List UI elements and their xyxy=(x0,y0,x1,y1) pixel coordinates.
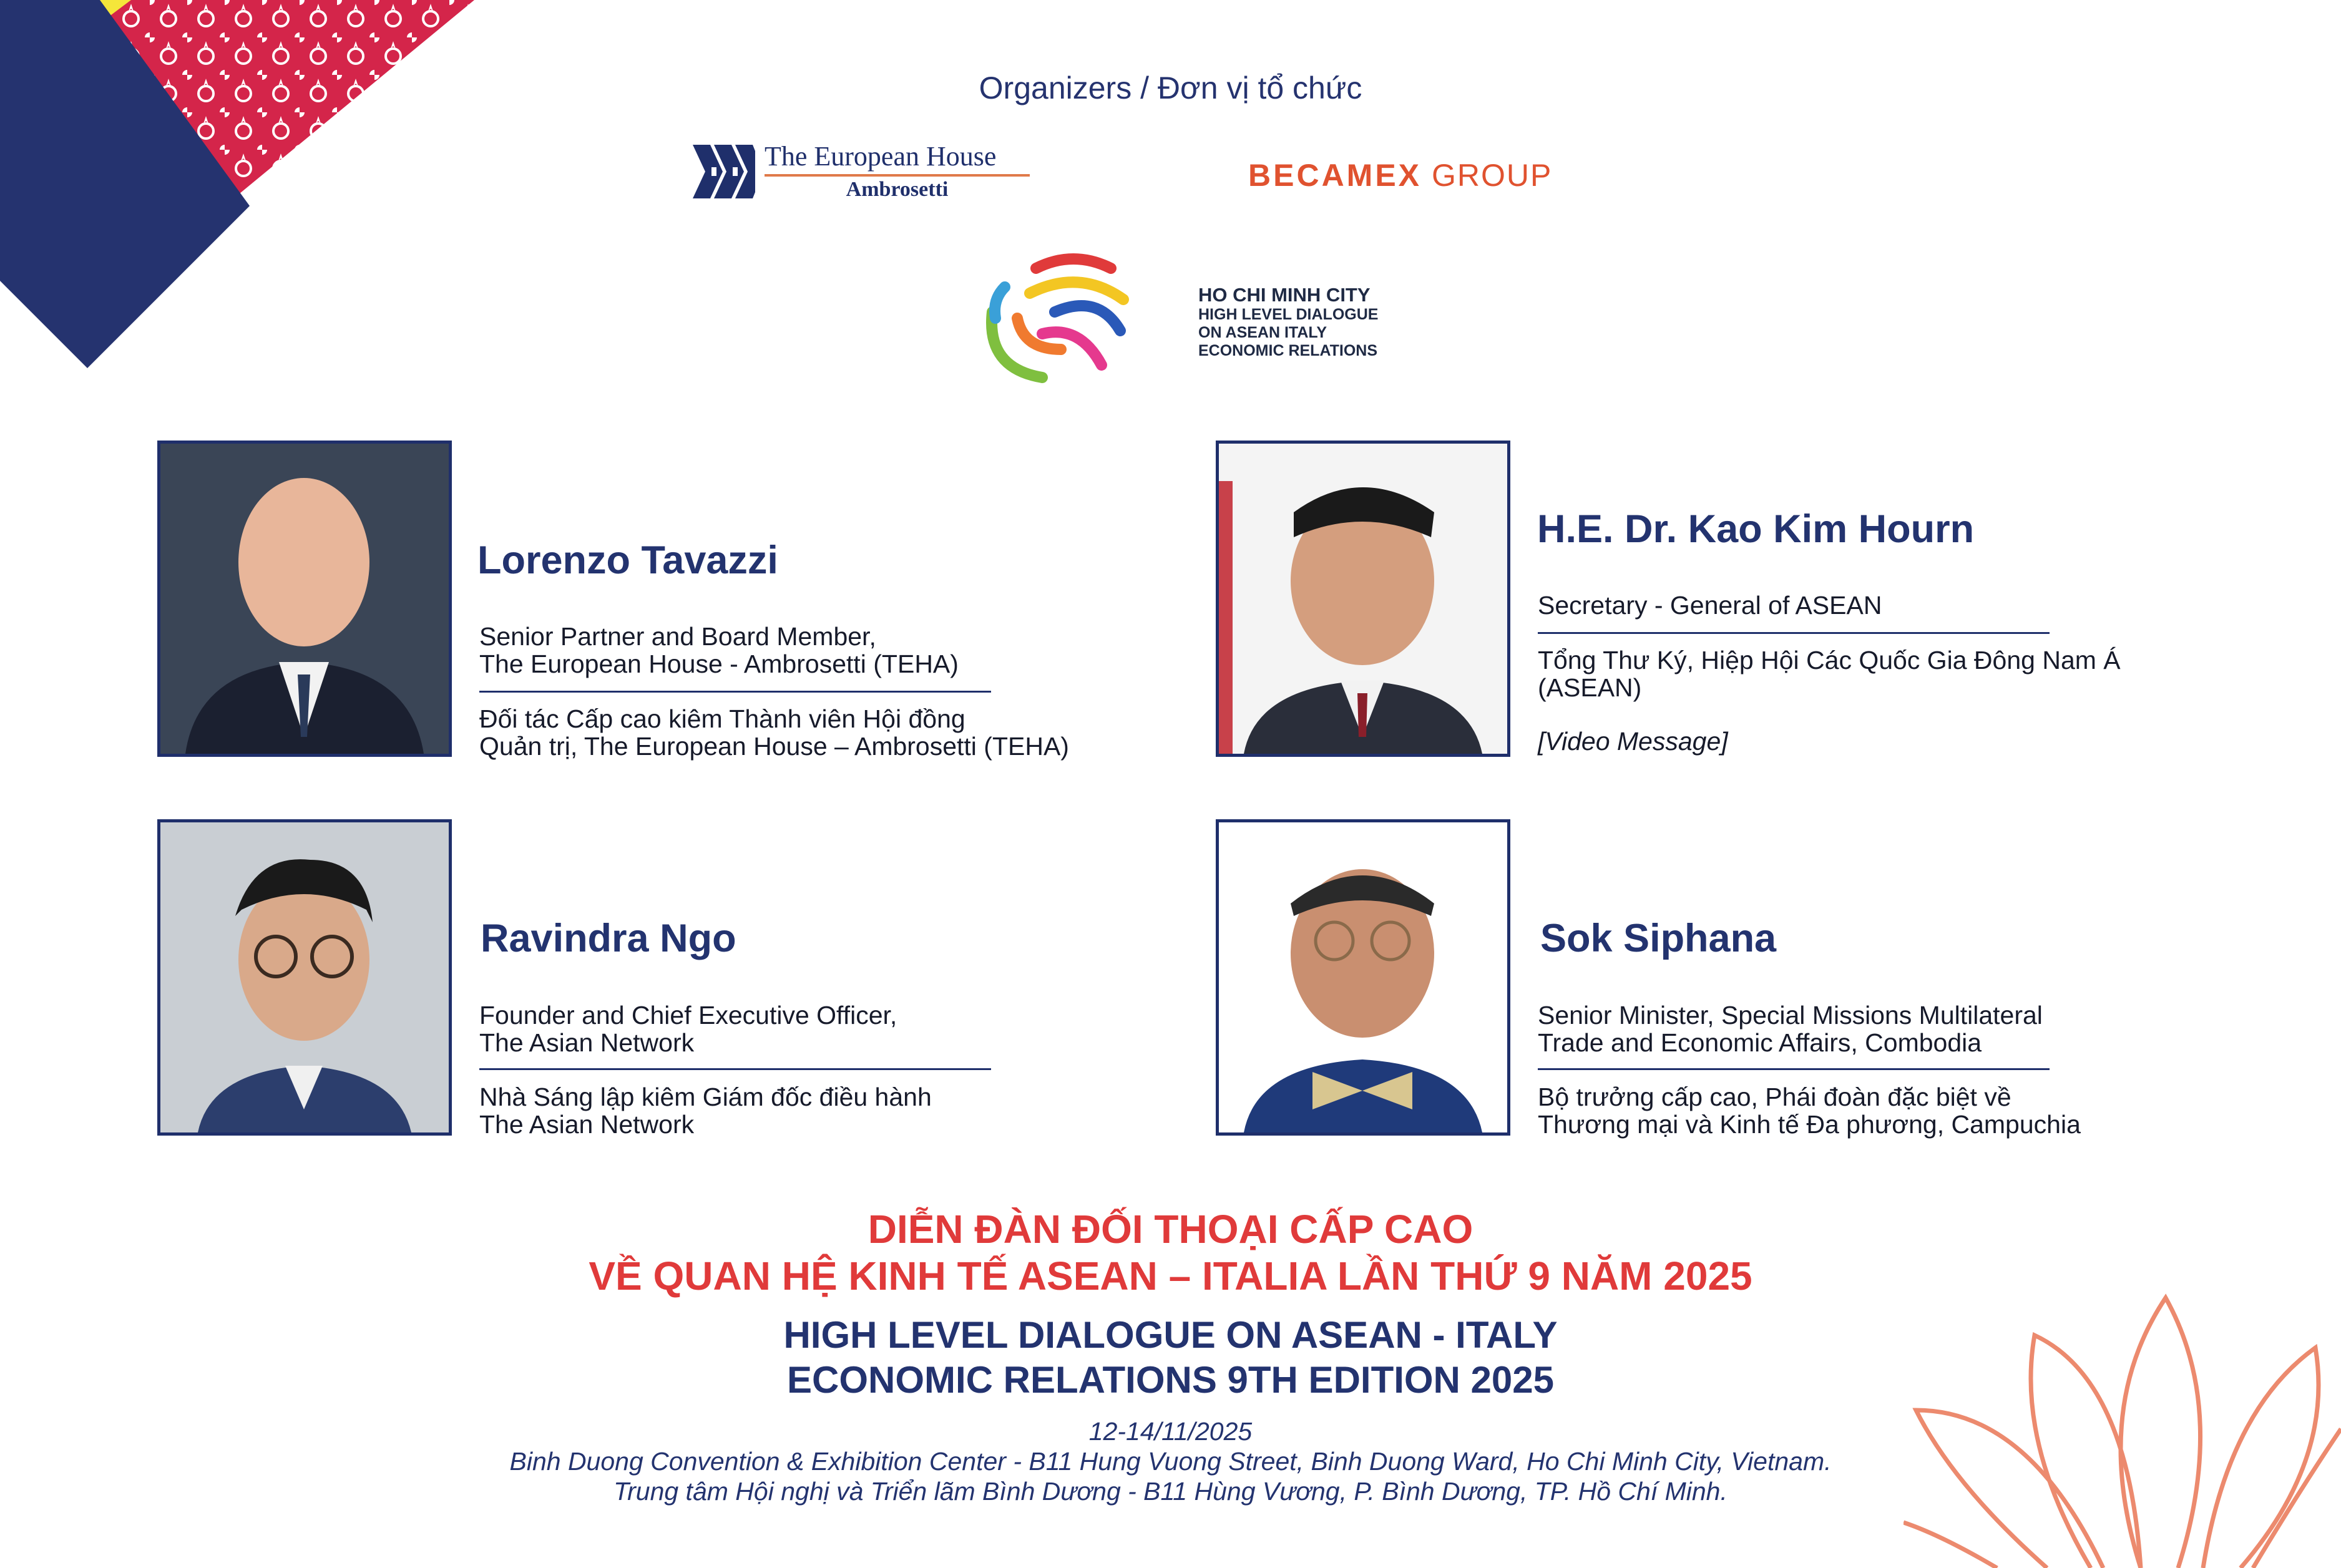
event-title-vn-1: DIỄN ĐÀN ĐỐI THOẠI CẤP CAO xyxy=(867,1207,1474,1252)
event-title-vn-2: VỀ QUAN HỆ KINH TẾ ASEAN – ITALIA LẦN THỨ 9 NĂM 2025 xyxy=(589,1254,1752,1298)
becamex-logo xyxy=(1248,157,1552,193)
portrait-icon xyxy=(160,444,449,754)
role-line: Secretary - General of ASEAN xyxy=(1538,591,1882,620)
event-venue-vn: Trung tâm Hội nghị và Triển lãm Bình Dương - B11 Hùng Vương, P. Bình Dương, TP. Hồ Chí Minh. xyxy=(613,1477,1728,1506)
becamex-word: BECAMEX xyxy=(1248,158,1422,193)
speaker-photo-ngo xyxy=(157,819,452,1136)
role-line: Tổng Thư Ký, Hiệp Hội Các Quốc Gia Đông Nam Á xyxy=(1538,646,2121,674)
role-line: Nhà Sáng lập kiêm Giám đốc điều hành xyxy=(479,1083,932,1111)
speaker-photo-kao xyxy=(1216,441,1510,757)
speaker-role-en xyxy=(479,623,959,678)
hld-title: HO CHI MINH CITY xyxy=(1198,284,1371,306)
role-line: Senior Minister, Special Missions Multilateral xyxy=(1538,1001,2043,1030)
role-line: Trade and Economic Affairs, Combodia xyxy=(1538,1028,1982,1057)
speaker-role-vn xyxy=(1538,1083,2081,1138)
role-line: Quản trị, The European House – Ambrosetti (TEHA) xyxy=(479,732,1069,761)
hld-line: HIGH LEVEL DIALOGUE xyxy=(1198,306,1379,323)
role-line: Founder and Chief Executive Officer, xyxy=(479,1001,897,1030)
speaker-name: Sok Siphana xyxy=(1540,917,1777,960)
event-venue-en: Binh Duong Convention & Exhibition Center - B11 Hung Vuong Street, Binh Duong Ward, Ho Chi Minh City, Vietnam. xyxy=(509,1447,1832,1476)
video-message-note: [Video Message] xyxy=(1538,727,1728,756)
corner-decoration xyxy=(0,0,474,374)
speaker-role-vn xyxy=(479,705,1069,760)
speaker-photo-tavazzi xyxy=(157,441,452,757)
teha-logo-icon xyxy=(693,145,755,198)
hld-subtitle xyxy=(1198,306,1410,360)
hld-line: ON ASEAN ITALY xyxy=(1198,324,1327,341)
portrait-icon xyxy=(1219,822,1507,1132)
teha-divider xyxy=(765,174,1030,177)
role-line: Senior Partner and Board Member, xyxy=(479,622,876,651)
role-line: Thương mại và Kinh tế Đa phương, Campuchia xyxy=(1538,1110,2081,1139)
hld-swirl-logo-icon xyxy=(967,243,1155,393)
speaker-role-en xyxy=(479,1001,897,1056)
role-line: (ASEAN) xyxy=(1538,673,1642,702)
speaker-photo-sok xyxy=(1216,819,1510,1136)
event-title-en-2: ECONOMIC RELATIONS 9TH EDITION 2025 xyxy=(786,1359,1555,1401)
role-line: The Asian Network xyxy=(479,1110,695,1139)
divider xyxy=(1538,632,2050,634)
becamex-group: GROUP xyxy=(1431,158,1553,193)
hld-line: ECONOMIC RELATIONS xyxy=(1198,342,1378,359)
role-line: The European House - Ambrosetti (TEHA) xyxy=(479,650,959,678)
speaker-role-en xyxy=(1538,592,1882,619)
role-line: Đối tác Cấp cao kiêm Thành viên Hội đồng xyxy=(479,704,965,733)
role-line: Bộ trưởng cấp cao, Phái đoàn đặc biệt về xyxy=(1538,1083,2011,1111)
divider xyxy=(1538,1068,2050,1070)
teha-subname: Ambrosetti xyxy=(846,178,949,201)
event-date: 12-14/11/2025 xyxy=(1088,1417,1253,1446)
speaker-name: Ravindra Ngo xyxy=(481,917,736,960)
speaker-role-vn xyxy=(1538,646,2121,701)
portrait-icon xyxy=(1219,444,1507,754)
event-title-en-1: HIGH LEVEL DIALOGUE ON ASEAN - ITALY xyxy=(783,1314,1558,1356)
teha-name: The European House xyxy=(765,141,997,172)
organizers-label: Organizers / Đơn vị tổ chức xyxy=(979,71,1362,105)
role-line: The Asian Network xyxy=(479,1028,695,1057)
portrait-icon xyxy=(160,822,449,1132)
speaker-name: Lorenzo Tavazzi xyxy=(477,538,778,582)
speaker-name: H.E. Dr. Kao Kim Hourn xyxy=(1537,507,1975,551)
divider xyxy=(479,691,991,693)
speaker-role-vn xyxy=(479,1083,932,1138)
divider xyxy=(479,1068,991,1070)
speaker-role-en xyxy=(1538,1001,2043,1056)
